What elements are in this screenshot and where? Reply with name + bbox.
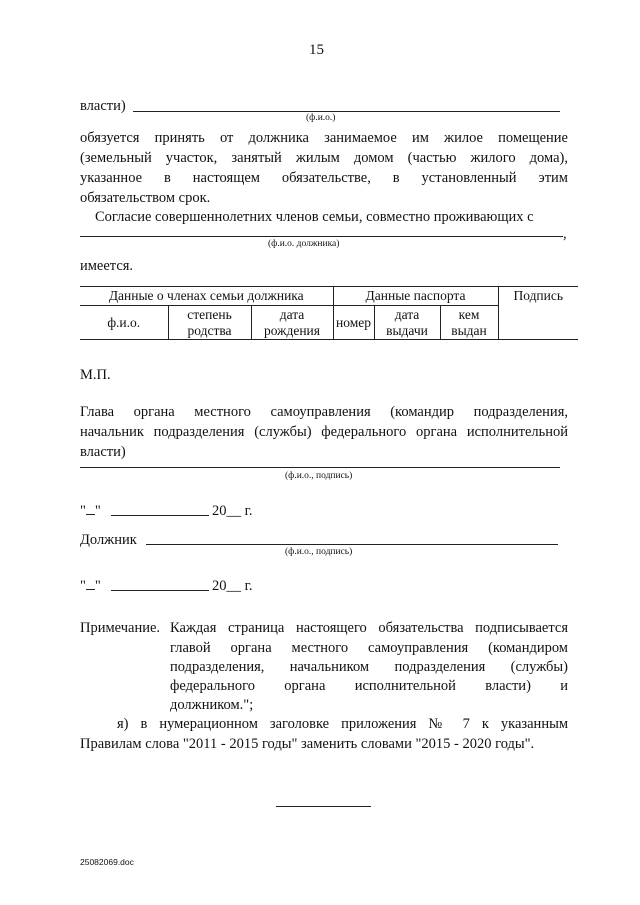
header-number: номер xyxy=(333,306,374,340)
caption-fio: (ф.и.о.) xyxy=(306,113,336,123)
family-members-table xyxy=(80,286,578,340)
obligation-line-2: (земельный участок, занятый жилым домом (частью жилого дома), xyxy=(80,150,568,166)
page-number: 15 xyxy=(309,42,324,58)
note-label: Примечание. xyxy=(80,620,161,636)
head-line-1: Глава органа местного самоуправления (командир подразделения, xyxy=(80,404,568,420)
head-line-2: начальник подразделения (службы) федерального органа исполнительной xyxy=(80,424,568,440)
header-issue-date: дата выдачи xyxy=(374,306,440,340)
obligation-line-3: указанное в настоящем обязательстве, в установленный этим xyxy=(80,170,568,186)
amendment-line-1: я) в нумерационном заголовке приложения № 7 к указанным xyxy=(117,716,568,732)
header-degree: степень родства xyxy=(168,306,251,340)
date-block-2: " " xyxy=(80,578,101,594)
note-line-4: федерального органа исполнительной власти) и xyxy=(170,678,568,694)
obligation-line-1: обязуется принять от должника занимаемое им жилое помещение xyxy=(80,130,568,146)
seal-label: М.П. xyxy=(80,367,111,383)
exists-text: имеется. xyxy=(80,258,134,274)
fio-underline xyxy=(133,111,560,112)
note-line-2: главой органа местного самоуправления (командиром xyxy=(170,640,568,656)
date-2-month-underline xyxy=(111,590,209,591)
note-line-3: подразделения, начальником подразделения (службы) xyxy=(170,659,568,675)
caption-fio-signature-debtor: (ф.и.о., подпись) xyxy=(285,547,353,557)
obligation-line-4: обязательством срок. xyxy=(80,190,211,206)
amendment-line-2: Правилам слова "2011 - 2015 годы" заменить словами "2015 - 2020 годы". xyxy=(80,736,535,752)
date-1-month-underline xyxy=(111,515,209,516)
debtor-label: Должник xyxy=(80,532,137,548)
date-1-year: 20__ г. xyxy=(212,503,253,519)
head-line-3: власти) xyxy=(80,444,126,460)
header-signature: Подпись xyxy=(498,287,578,340)
authority-label: власти) xyxy=(80,98,126,114)
debtor-signature-underline xyxy=(146,544,558,545)
consent-text: Согласие совершеннолетних членов семьи, совместно проживающих с xyxy=(95,209,534,225)
debtor-fio-underline xyxy=(80,236,563,237)
head-signature-underline xyxy=(80,467,560,468)
header-family-data: Данные о членах семьи должника xyxy=(80,287,333,306)
header-fio: ф.и.о. xyxy=(80,306,168,340)
header-dob: дата рождения xyxy=(251,306,333,340)
note-line-5: должником."; xyxy=(170,697,254,713)
date-2-year: 20__ г. xyxy=(212,578,253,594)
header-passport-data: Данные паспорта xyxy=(333,287,498,306)
document-code: 25082069.doc xyxy=(80,857,134,867)
closing-separator xyxy=(276,806,371,807)
caption-fio-signature-head: (ф.и.о., подпись) xyxy=(285,471,353,481)
note-line-1: Каждая страница настоящего обязательства подписывается xyxy=(170,620,568,636)
comma: , xyxy=(563,226,567,242)
header-issuer: кем выдан xyxy=(440,306,498,340)
caption-debtor-fio: (ф.и.о. должника) xyxy=(268,239,340,249)
date-block-1: " " xyxy=(80,503,101,519)
